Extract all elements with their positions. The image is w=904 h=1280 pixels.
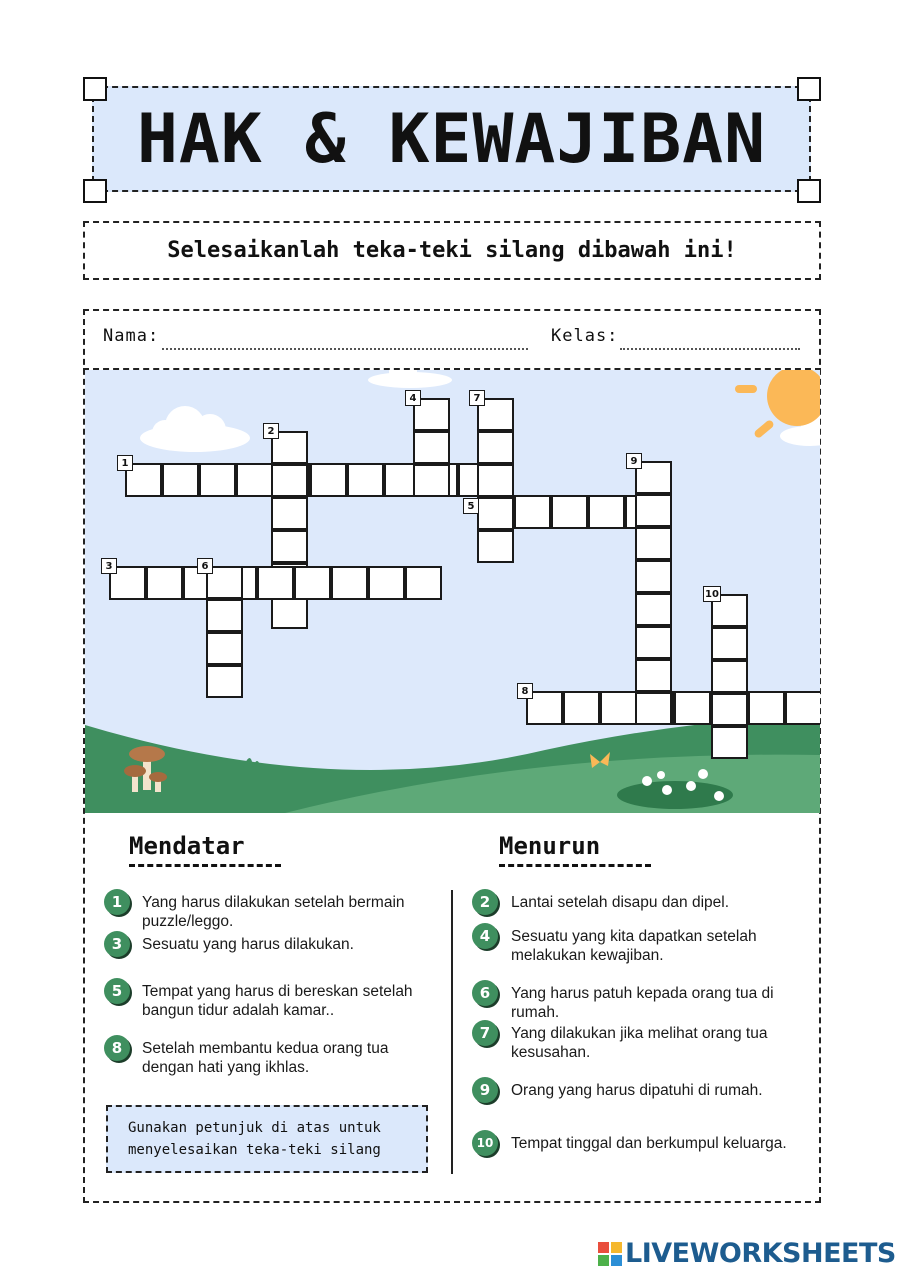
brand-logo [598,1238,896,1269]
crossword-cell[interactable] [635,692,672,725]
clue-text: Sesuatu yang harus dilakukan. [142,936,354,953]
crossword-cell[interactable] [635,626,672,659]
crossword-cell[interactable] [271,596,308,629]
crossword-cell[interactable] [206,599,243,632]
crossword-cell[interactable] [271,530,308,563]
title-corner-tl [83,77,107,101]
clue-number-tag: 1 [117,455,133,471]
crossword-cell[interactable] [206,632,243,665]
title-corner-br [797,179,821,203]
clue-text: Yang harus dilakukan setelah bermain puzzle/leggo. [142,894,405,930]
crossword-cell[interactable] [785,691,820,725]
clue-text: Yang dilakukan jika melihat orang tua kesusahan. [511,1025,768,1061]
crossword-cell[interactable] [635,560,672,593]
clue-number-tag: 4 [405,390,421,406]
clue-number-tag: 9 [626,453,642,469]
crossword-cell[interactable] [674,691,711,725]
clue-number-badge: 7 [472,1020,498,1046]
brand-name: LIVEWORKSHEETS [625,1238,896,1269]
crossword-cell[interactable] [368,566,405,600]
crossword-cell[interactable] [199,463,236,497]
crossword-cell[interactable] [146,566,183,600]
crossword-cell[interactable] [748,691,785,725]
clue-number-badge: 4 [472,923,498,949]
column-divider [451,890,453,1174]
crossword-cell[interactable] [257,566,294,600]
clue-number-badge: 3 [104,931,130,957]
clue-number-tag: 7 [469,390,485,406]
crossword-cell[interactable] [588,495,625,529]
crossword-cell[interactable] [294,566,331,600]
crossword-cell[interactable] [477,497,514,530]
clue-number-badge: 10 [472,1130,498,1156]
clue-text: Tempat tinggal dan berkumpul keluarga. [511,1135,787,1152]
crossword-cell[interactable] [236,463,273,497]
crossword-cell[interactable] [310,463,347,497]
clue-text: Yang harus patuh kepada orang tua di rumah. [511,985,774,1021]
clue-number-badge: 5 [104,978,130,1004]
crossword-cell[interactable] [413,431,450,464]
crossword-cell[interactable] [635,659,672,692]
across-underline [129,864,281,867]
clue-text: Setelah membantu kedua orang tua dengan hati yang ikhlas. [142,1040,389,1076]
crossword-cell[interactable] [635,494,672,527]
crossword-cell[interactable] [635,527,672,560]
crossword-cell[interactable] [206,665,243,698]
crossword-cell[interactable] [635,593,672,626]
crossword-cell[interactable] [477,530,514,563]
clue-text: Sesuatu yang kita dapatkan setelah melakukan kewajiban. [511,928,757,964]
page-title: HAK & KEWAJIBAN [136,99,767,179]
clue-number-tag: 2 [263,423,279,439]
crossword-cell[interactable] [413,464,450,497]
crossword-cell[interactable] [711,693,748,726]
clue-text: Tempat yang harus di bereskan setelah bangun tidur adalah kamar.. [142,983,413,1019]
clue-number-tag: 6 [197,558,213,574]
class-field[interactable] [620,348,800,350]
clue-number-badge: 8 [104,1035,130,1061]
class-label: Kelas: [551,326,619,346]
hint-box: Gunakan petunjuk di atas untuk menyelesaikan teka-teki silang [106,1105,428,1173]
down-underline [499,864,651,867]
clue-number-badge: 2 [472,889,498,915]
crossword-cell[interactable] [477,464,514,497]
crossword-cell[interactable] [711,660,748,693]
name-field[interactable] [162,348,528,350]
crossword-cell[interactable] [331,566,368,600]
clue-text: Orang yang harus dipatuhi di rumah. [511,1082,763,1099]
crossword-cell[interactable] [477,431,514,464]
crossword-cell[interactable] [162,463,199,497]
clue-number-tag: 3 [101,558,117,574]
clue-number-badge: 9 [472,1077,498,1103]
clue-number-badge: 1 [104,889,130,915]
clue-number-tag: 5 [463,498,479,514]
clue-number-tag: 10 [703,586,721,602]
crossword-cell[interactable] [600,691,637,725]
crossword-cell[interactable] [563,691,600,725]
across-heading: Mendatar [129,832,245,860]
title-corner-bl [83,179,107,203]
crossword-scene [85,370,820,813]
crossword-cell[interactable] [405,566,442,600]
clue-number-tag: 8 [517,683,533,699]
instruction: Selesaikanlah teka-teki silang dibawah ini! [83,221,821,280]
name-label: Nama: [103,326,160,346]
crossword-cell[interactable] [514,495,551,529]
liveworksheets-logo-icon [598,1242,622,1266]
crossword-cell[interactable] [711,726,748,759]
crossword-cell[interactable] [271,464,308,497]
crossword-cell[interactable] [711,627,748,660]
crossword-cell[interactable] [347,463,384,497]
clue-number-badge: 6 [472,980,498,1006]
grass-icon [243,758,261,768]
down-heading: Menurun [499,832,601,860]
title-corner-tr [797,77,821,101]
clue-text: Lantai setelah disapu dan dipel. [511,894,730,911]
crossword-cell[interactable] [551,495,588,529]
crossword-cell[interactable] [271,497,308,530]
